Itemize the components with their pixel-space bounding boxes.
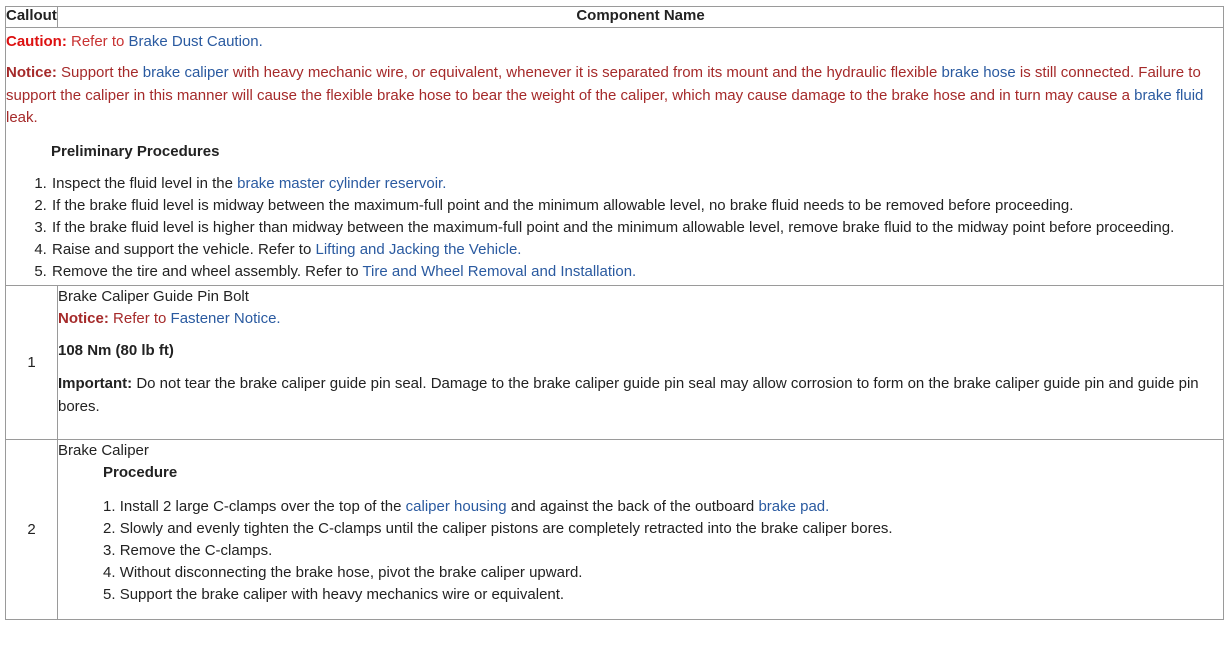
header-component-name: Component Name [58, 7, 1224, 28]
brake-hose-link[interactable]: brake hose [941, 64, 1016, 81]
step-text: Remove the tire and wheel assembly. Refer to [52, 262, 359, 280]
table-header-row [6, 7, 1224, 28]
step-text: and against the back of the outboard [510, 497, 755, 515]
callout-number: 1 [6, 285, 58, 439]
callout-number: 2 [6, 439, 58, 619]
step-text: Install 2 large C-clamps over the top of the [119, 497, 402, 515]
component-cell [58, 285, 1224, 439]
table-row [6, 439, 1224, 619]
caution-label: Caution: [6, 33, 67, 50]
caution-text: Refer to [71, 33, 125, 50]
list-item [103, 584, 1223, 606]
header-callout: Callout [6, 7, 58, 28]
component-name: Brake Caliper Guide Pin Bolt [58, 287, 249, 305]
step-text: Support the brake caliper with heavy mechanics wire or equivalent. [119, 585, 565, 603]
step-text: Without disconnecting the brake hose, pivot the brake caliper upward. [119, 563, 583, 581]
notice-text: Refer to [113, 309, 167, 327]
step-text: If the brake fluid level is higher than midway between the maximum-full point and the minimum allowable level, remove brake fluid to the midway point before proceeding. [52, 218, 1175, 236]
list-item [51, 239, 1223, 261]
notice-paragraph [6, 62, 1223, 130]
intro-cell [6, 28, 1224, 286]
preliminary-procedures-title: Preliminary Procedures [51, 142, 220, 160]
lifting-and-jacking-link[interactable]: Lifting and Jacking the Vehicle. [315, 240, 522, 258]
brake-dust-caution-link[interactable]: Brake Dust Caution. [128, 33, 263, 50]
row-notice [58, 308, 1223, 330]
notice-text-3: is still connected. Failure to support the caliper in this manner will cause the flexible brake hose to bear the weight of the caliper, which may cause damage to the brake hose and in turn may cause a [6, 64, 1201, 104]
torque-spec: 108 Nm (80 lb ft) [58, 341, 174, 359]
step-text: Slowly and evenly tighten the C-clamps until the caliper pistons are completely retracted into the brake caliper bores. [119, 519, 893, 537]
brake-pad-link[interactable]: brake pad. [758, 497, 830, 515]
fastener-notice-link[interactable]: Fastener Notice. [170, 309, 281, 327]
table-row [6, 285, 1224, 439]
caution-line [6, 31, 1223, 53]
important-label: Important: [58, 374, 133, 392]
notice-text-2: with heavy mechanic wire, or equivalent, whenever it is separated from its mount and the hydraulic flexible [232, 64, 938, 81]
procedure-table [5, 6, 1224, 620]
notice-text-1: Support the [61, 64, 139, 81]
list-item [51, 195, 1223, 217]
intro-row [6, 28, 1224, 286]
caliper-housing-link[interactable]: caliper housing [405, 497, 507, 515]
procedure-title: Procedure [103, 463, 178, 481]
preliminary-steps-list [6, 173, 1223, 283]
list-item [103, 540, 1223, 562]
important-note [58, 372, 1223, 418]
component-cell [58, 439, 1224, 619]
component-name: Brake Caliper [58, 441, 149, 459]
notice-label: Notice: [58, 309, 109, 327]
notice-label: Notice: [6, 64, 57, 81]
list-item [103, 496, 1223, 518]
list-item [51, 217, 1223, 239]
step-text: Remove the C-clamps. [119, 541, 273, 559]
step-text: If the brake fluid level is midway between the maximum-full point and the minimum allowable level, no brake fluid needs to be removed before proceeding. [52, 196, 1074, 214]
step-text: Raise and support the vehicle. Refer to [52, 240, 312, 258]
important-text: Do not tear the brake caliper guide pin seal. Damage to the brake caliper guide pin seal may allow corrosion to form on the brake caliper guide pin and guide pin bores. [58, 374, 1199, 415]
brake-master-cylinder-reservoir-link[interactable]: brake master cylinder reservoir. [237, 174, 447, 192]
brake-fluid-link[interactable]: brake fluid [1134, 86, 1204, 104]
notice-text-4: leak. [6, 109, 38, 126]
procedure-steps-list [103, 496, 1223, 606]
list-item [103, 562, 1223, 584]
list-item [51, 261, 1223, 283]
list-item [103, 518, 1223, 540]
tire-and-wheel-link[interactable]: Tire and Wheel Removal and Installation. [362, 262, 637, 280]
step-text: Inspect the fluid level in the [52, 174, 233, 192]
brake-caliper-link[interactable]: brake caliper [142, 64, 229, 81]
list-item [51, 173, 1223, 195]
